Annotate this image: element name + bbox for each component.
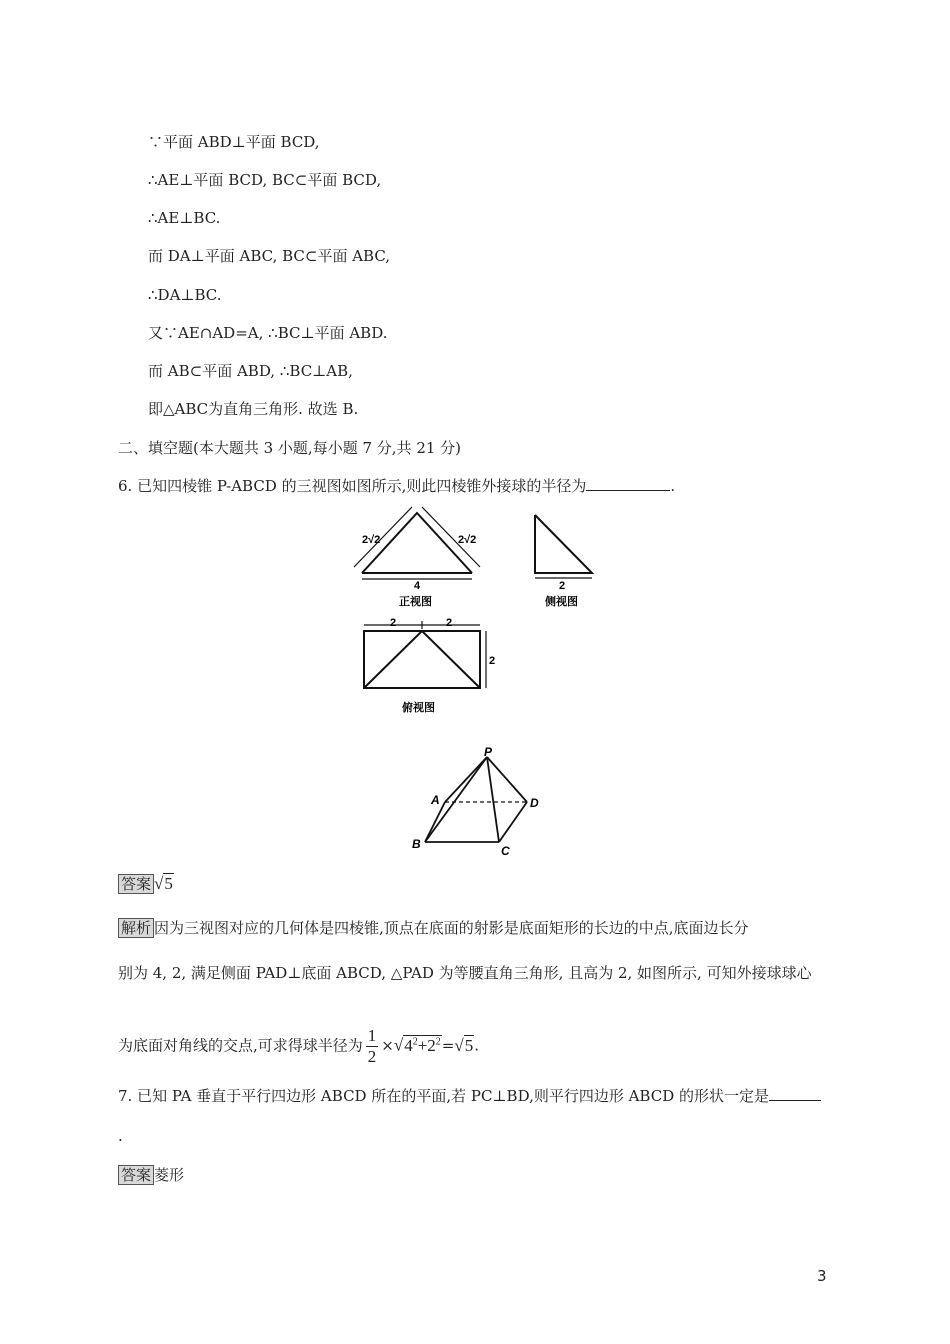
radicand-b: 2: [427, 1035, 436, 1055]
q6-analysis-line-2: 别为 4, 2, 满足侧面 PAD⊥底面 ABCD, △PAD 为等腰直角三角形, 且高为 2, 如图所示, 可知外接球球心: [118, 964, 812, 982]
radical-expression: $√4^2+2^2$: [393, 1035, 441, 1055]
proof-line-1: ∵平面 ABD⊥平面 BCD,: [148, 133, 320, 151]
answer-tag-7: 答案: [118, 1165, 154, 1185]
q6-analysis-line-3: [118, 1020, 479, 1068]
fraction-den: 2: [367, 1047, 377, 1067]
vertex-p: P: [484, 745, 493, 759]
vertex-b: B: [412, 837, 421, 851]
analysis-text-1: 因为三视图对应的几何体是四棱锥,顶点在底面的射影是底面矩形的长边的中点,底面边长分: [154, 919, 749, 937]
answer-blank: [586, 476, 670, 491]
equals-sign: =: [441, 1036, 455, 1055]
question-7-text: 7. 已知 PA 垂直于平行四边形 ABCD 所在的平面,若 PC⊥BD,则平行四边形 ABCD 的形状一定是: [118, 1087, 770, 1105]
vertex-d: D: [530, 796, 539, 810]
q6-answer: [118, 874, 174, 894]
front-side-length-left: 2√2: [362, 534, 381, 546]
radicand-plus: +: [417, 1035, 428, 1055]
proof-line-2: ∴AE⊥平面 BCD, BC⊂平面 BCD,: [148, 171, 382, 189]
proof-line-6: 又∵AE∩AD=A, ∴BC⊥平面 ABD.: [148, 324, 388, 342]
times-sign: ×: [381, 1036, 394, 1055]
page-number: 3: [817, 1267, 827, 1285]
proof-line-4: 而 DA⊥平面 ABC, BC⊂平面 ABC,: [148, 247, 391, 265]
question-7: [118, 1086, 821, 1106]
front-side-length-right: 2√2: [458, 534, 477, 546]
question-6-text: 6. 已知四棱锥 P-ABCD 的三视图如图所示,则此四棱锥外接球的半径为: [118, 477, 587, 495]
answer-value-7: 菱形: [154, 1166, 185, 1184]
proof-line-3: ∴AE⊥BC.: [148, 209, 221, 227]
radicand-a: 4: [404, 1035, 413, 1055]
proof-line-8: 即△ABC为直角三角形. 故选 B.: [148, 400, 359, 418]
question-6: [118, 476, 675, 496]
side-base-length: 2: [559, 580, 566, 592]
top-length-right: 2: [446, 617, 453, 629]
answer-value: 5: [164, 874, 173, 893]
formula-end: .: [474, 1036, 479, 1055]
fraction-num: 1: [367, 1026, 377, 1046]
proof-line-7: 而 AB⊂平面 ABD, ∴BC⊥AB,: [148, 362, 353, 380]
result-value: 5: [464, 1035, 474, 1055]
vertex-c: C: [501, 844, 510, 858]
vertex-a: A: [431, 793, 440, 807]
proof-line-5: ∴DA⊥BC.: [148, 286, 222, 304]
analysis-tag: 解析: [118, 918, 154, 938]
q6-analysis-line-1: [118, 918, 749, 938]
question-7-end: .: [118, 1127, 123, 1145]
question-6-end: .: [670, 477, 676, 495]
result-sqrt: √5: [454, 1035, 474, 1055]
top-height: 2: [489, 655, 496, 667]
top-view-label: 俯视图: [402, 702, 435, 714]
exp-b: 2: [435, 1036, 441, 1047]
front-base-length: 4: [414, 580, 421, 592]
exp-a: 2: [412, 1036, 418, 1047]
side-view-label: 侧视图: [545, 596, 578, 608]
fraction-half: [366, 1026, 379, 1067]
answer-tag: 答案: [118, 874, 154, 894]
q7-answer: [118, 1165, 184, 1185]
three-views-figure: [350, 505, 610, 720]
pyramid-figure: [405, 745, 555, 860]
analysis-text-3: 为底面对角线的交点,可求得球半径为: [118, 1036, 363, 1055]
answer-sqrt: √5: [154, 874, 173, 893]
answer-blank-7: [769, 1086, 821, 1101]
front-view-label: 正视图: [399, 596, 432, 608]
section-heading: 二、填空题(本大题共 3 小题,每小题 7 分,共 21 分): [118, 439, 462, 457]
top-length-left: 2: [390, 617, 397, 629]
